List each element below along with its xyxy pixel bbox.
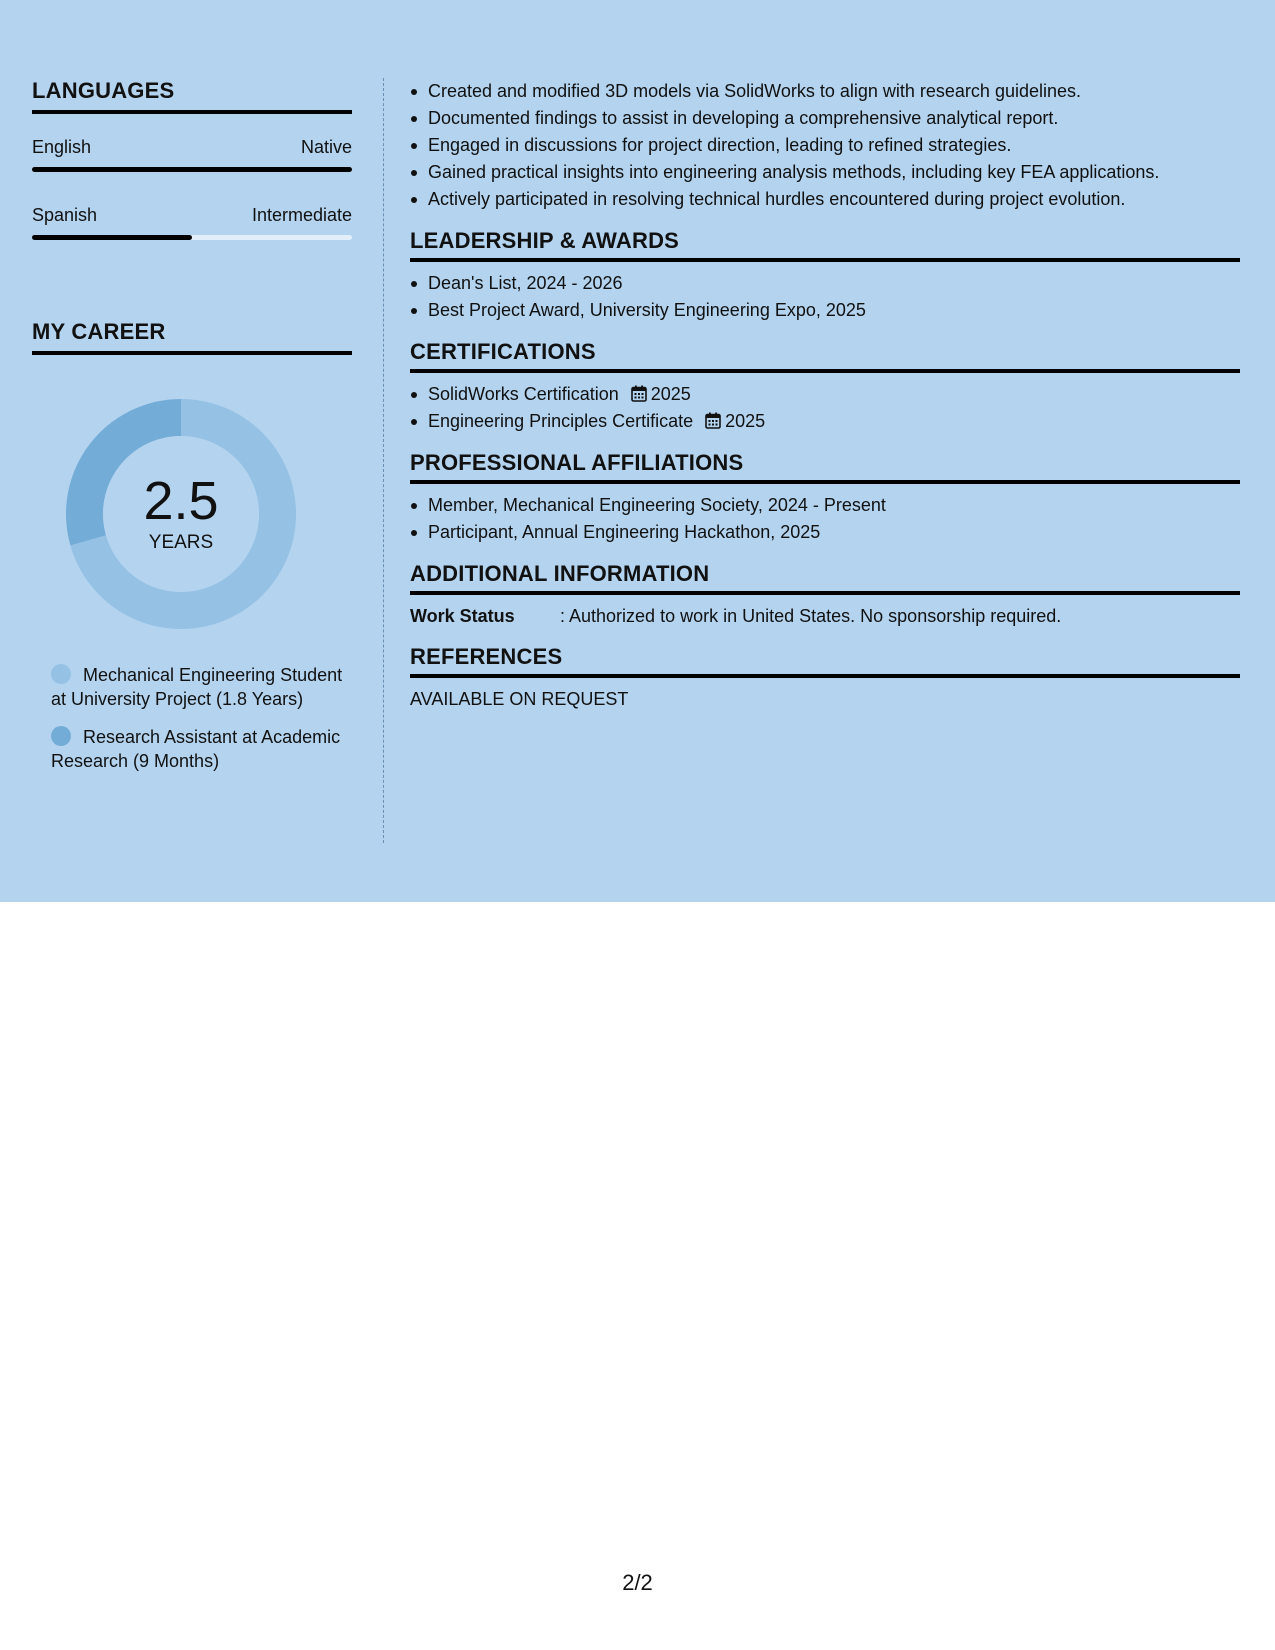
- certification-name: SolidWorks Certification: [428, 384, 619, 404]
- additional-info-heading: ADDITIONAL INFORMATION: [410, 561, 1240, 595]
- calendar-icon: [705, 412, 721, 429]
- language-name: English: [32, 137, 92, 157]
- language-row-english: [32, 137, 352, 158]
- list-item: Actively participated in resolving technical hurdles encountered during project evolution.: [410, 186, 1240, 213]
- certification-name: Engineering Principles Certificate: [428, 411, 694, 431]
- right-column: [410, 78, 1240, 712]
- language-level: Native: [300, 137, 352, 157]
- language-bar-fill: [32, 235, 192, 240]
- list-item: Created and modified 3D models via SolidWorks to align with research guidelines.: [410, 78, 1240, 105]
- work-status-value: : Authorized to work in United States. No sponsorship required.: [560, 606, 1062, 626]
- list-item: Best Project Award, University Engineering Expo, 2025: [410, 297, 1240, 324]
- references-text: AVAILABLE ON REQUEST: [410, 689, 629, 709]
- work-status-label: Work Status: [410, 606, 515, 626]
- legend-item: [51, 663, 351, 711]
- work-status-row: [410, 603, 1240, 629]
- left-column: [32, 78, 352, 787]
- list-item: [410, 408, 1240, 435]
- list-item: Documented findings to assist in developing a comprehensive analytical report.: [410, 105, 1240, 132]
- career-legend: [51, 663, 351, 773]
- column-divider: [383, 78, 384, 843]
- leadership-list: [410, 270, 1240, 324]
- list-item: Dean's List, 2024 - 2026: [410, 270, 1240, 297]
- legend-dot: [51, 664, 71, 684]
- language-name: Spanish: [32, 205, 98, 225]
- legend-label: Research Assistant at Academic Research (9 Months): [51, 727, 341, 771]
- legend-label: Mechanical Engineering Student at University Project (1.8 Years): [51, 665, 343, 709]
- donut-center: [66, 399, 296, 629]
- certification-year: 2025: [725, 411, 766, 431]
- list-item: Engaged in discussions for project direction, leading to refined strategies.: [410, 132, 1240, 159]
- experience-bullets: [410, 78, 1240, 213]
- leadership-heading: LEADERSHIP & AWARDS: [410, 228, 1240, 262]
- career-total-unit: YEARS: [148, 532, 214, 553]
- affiliations-heading: PROFESSIONAL AFFILIATIONS: [410, 450, 1240, 484]
- page-number: 2/2: [622, 1570, 653, 1595]
- certification-year: 2025: [650, 384, 691, 404]
- list-item: Participant, Annual Engineering Hackathon, 2025: [410, 519, 1240, 546]
- list-item: Member, Mechanical Engineering Society, 2024 - Present: [410, 492, 1240, 519]
- languages-heading: LANGUAGES: [32, 78, 352, 114]
- list-item: Gained practical insights into engineering analysis methods, including key FEA applications.: [410, 159, 1240, 186]
- certifications-list: [410, 381, 1240, 435]
- language-bar-english: [32, 167, 352, 172]
- certifications-heading: CERTIFICATIONS: [410, 339, 1240, 373]
- list-item: [410, 381, 1240, 408]
- legend-item: [51, 725, 351, 773]
- legend-dot: [51, 726, 71, 746]
- affiliations-list: [410, 492, 1240, 546]
- references-heading: REFERENCES: [410, 644, 1240, 678]
- language-row-spanish: [32, 205, 352, 226]
- calendar-icon: [631, 385, 647, 402]
- career-donut-chart: [66, 399, 296, 629]
- career-heading: MY CAREER: [32, 319, 352, 355]
- language-bar-spanish: [32, 235, 352, 240]
- language-level: Intermediate: [251, 205, 352, 225]
- language-bar-fill: [32, 167, 352, 172]
- career-total-value: 2.5: [143, 471, 219, 531]
